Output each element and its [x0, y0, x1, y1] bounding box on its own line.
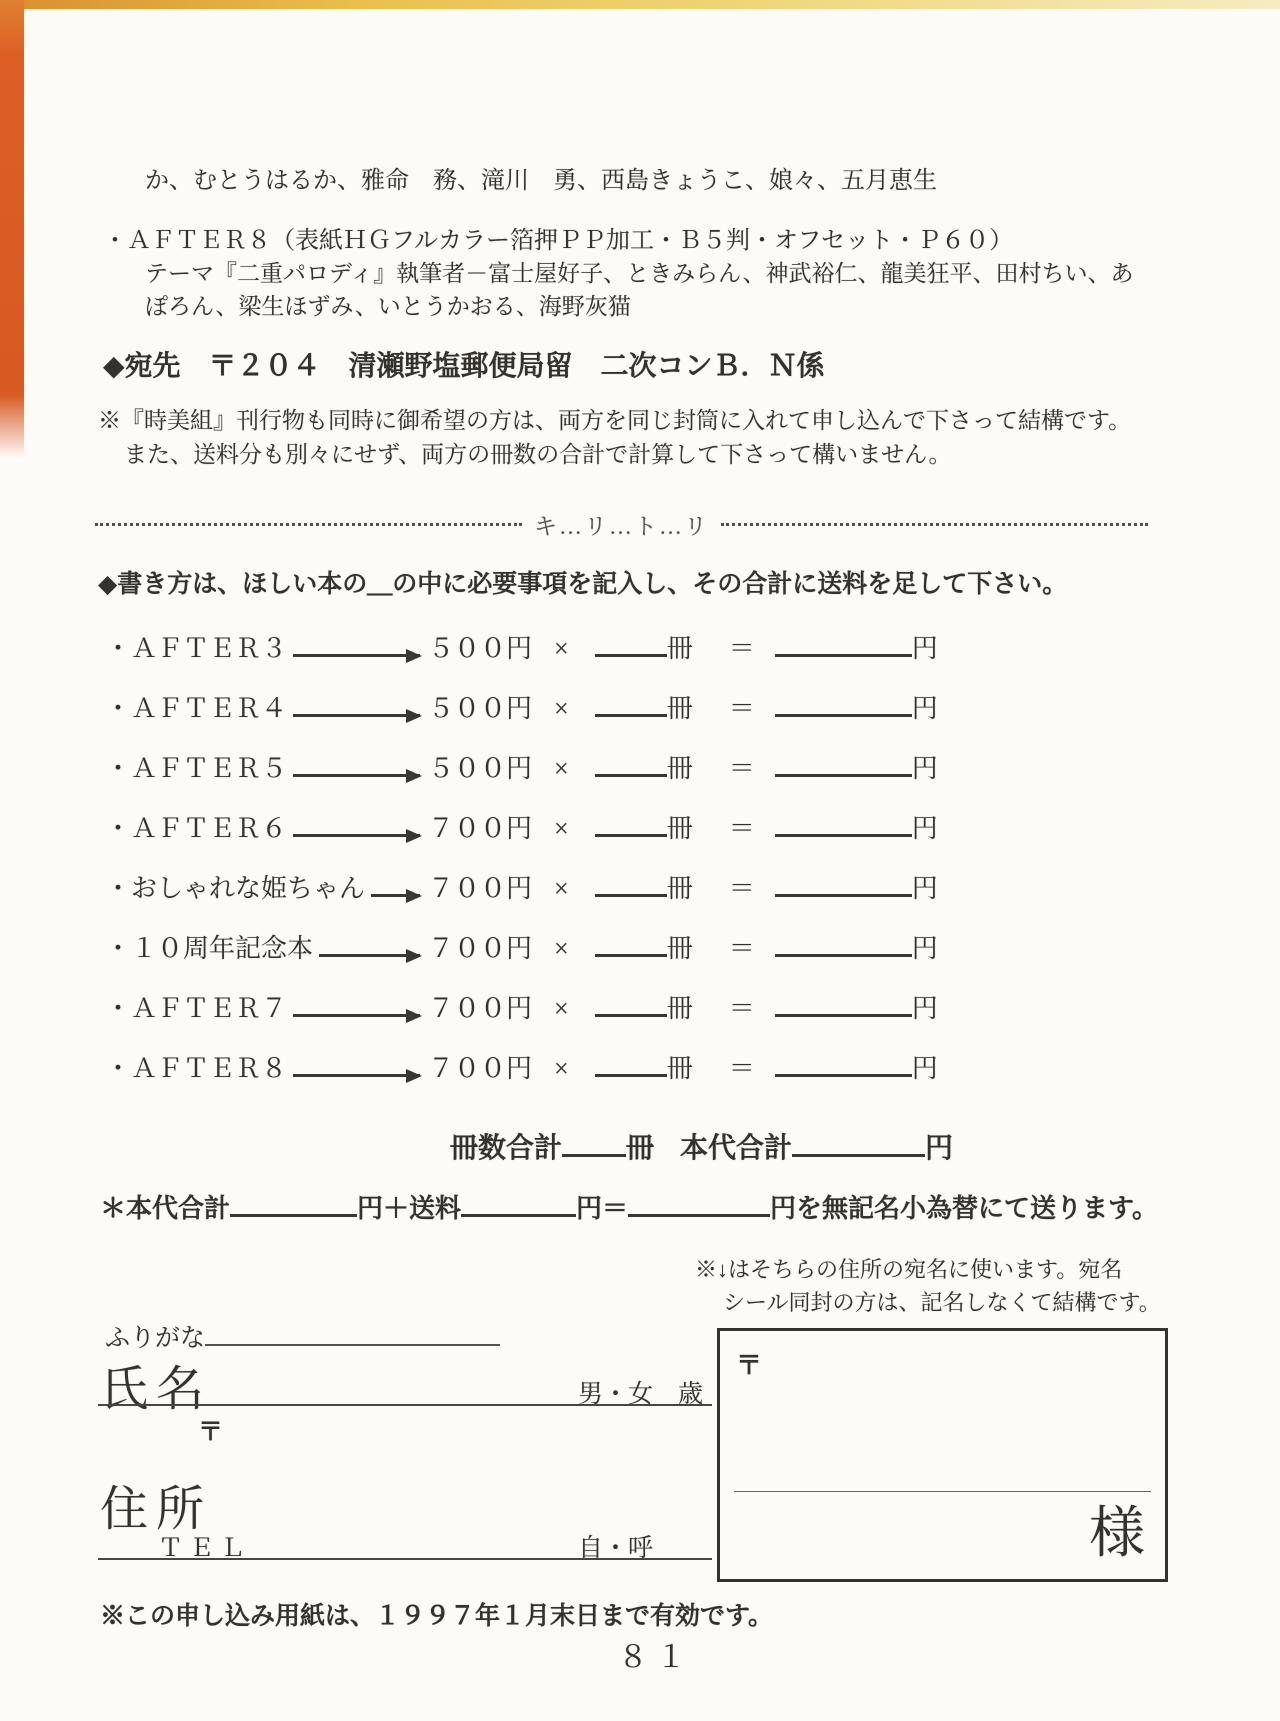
count-unit: 冊 — [666, 754, 693, 783]
equals-sign: ＝ — [728, 874, 755, 903]
yen-unit: 円 — [911, 634, 938, 663]
times-sign: × — [554, 874, 569, 903]
note-line-2: また、送料分も別々にせず、両方の冊数の合計で計算して下さって構いません。 — [124, 442, 952, 467]
address-label: 住所 — [100, 1483, 213, 1536]
item-label: ・おしゃれな姫ちゃん — [105, 874, 366, 903]
payment-blank-2 — [461, 1204, 576, 1217]
top-edge-scan-stripe — [0, 0, 1280, 9]
after8-authors-line-1: テーマ『二重パロディ』執筆者－富士屋好子、ときみらん、神武裕仁、龍美狂平、田村ちい、あ — [145, 261, 1134, 286]
item-label: ・ＡＦＴＥＲ５ — [105, 754, 288, 783]
item-label: ・ＡＦＴＥＲ７ — [105, 994, 288, 1023]
count-unit: 冊 — [666, 994, 693, 1023]
yen-unit: 円 — [911, 934, 938, 963]
item-price: ７００円 — [428, 1054, 533, 1083]
total-amount-label: 本代合計 — [680, 1133, 793, 1164]
yen-unit: 円 — [911, 874, 938, 903]
count-unit: 冊 — [666, 874, 693, 903]
count-unit: 冊 — [666, 934, 693, 963]
furigana-row — [105, 1318, 500, 1354]
times-sign: × — [554, 634, 569, 663]
payment-part-1: ＊本代合計 — [100, 1194, 231, 1223]
yen-unit: 円 — [911, 694, 938, 723]
order-row-oshare-hime — [105, 868, 945, 905]
instructions-line: ◆書き方は、ほしい本の＿の中に必要事項を記入し、その合計に送料を足して下さい。 — [98, 571, 1068, 598]
order-row-after4 — [105, 688, 945, 725]
total-count-blank — [562, 1144, 626, 1157]
usage-note-line-1: ※↓はそちらの住所の宛名に使います。宛名 — [695, 1257, 1123, 1282]
count-unit: 冊 — [666, 694, 693, 723]
equals-sign: ＝ — [728, 634, 755, 663]
name-label: 氏名 — [100, 1363, 213, 1416]
times-sign: × — [554, 934, 569, 963]
item-label: ・ＡＦＴＥＲ８ — [105, 1054, 288, 1083]
count-blank — [595, 824, 667, 837]
payment-line — [100, 1188, 1158, 1225]
order-row-after8 — [105, 1048, 945, 1085]
count-blank — [595, 644, 667, 657]
cut-line — [95, 508, 1148, 541]
arrow-icon — [371, 894, 420, 897]
left-edge-scan-stripe — [0, 0, 24, 458]
total-amount-unit: 円 — [925, 1133, 954, 1164]
gender-age-label: 男・女 歳 — [578, 1381, 704, 1408]
item-label: ・１０周年記念本 — [105, 934, 314, 963]
item-price: ７００円 — [428, 934, 533, 963]
count-blank — [595, 1004, 667, 1017]
payment-blank-1 — [230, 1204, 357, 1217]
amount-blank — [775, 944, 912, 957]
equals-sign: ＝ — [728, 694, 755, 723]
honorific-sama-label: 様 — [1089, 1503, 1145, 1565]
totals-line — [450, 1126, 953, 1166]
name-underline — [98, 1404, 712, 1406]
count-blank — [595, 1064, 667, 1077]
cut-line-dashes-right — [721, 523, 1148, 526]
postal-mark: 〒 — [198, 1419, 224, 1446]
payment-part-4: 円を無記名小為替にて送ります。 — [770, 1194, 1158, 1223]
box-postal-mark: 〒 — [736, 1351, 763, 1380]
count-blank — [595, 704, 667, 717]
furigana-blank — [205, 1334, 500, 1346]
order-row-after5 — [105, 748, 945, 785]
arrow-icon — [293, 834, 420, 837]
amount-blank — [775, 764, 912, 777]
order-row-after7 — [105, 988, 945, 1025]
payment-blank-3 — [628, 1204, 770, 1217]
yen-unit: 円 — [911, 814, 938, 843]
payment-part-3: 円＝ — [576, 1194, 629, 1223]
times-sign: × — [554, 814, 569, 843]
amount-blank — [775, 824, 912, 837]
item-price: ５００円 — [428, 754, 533, 783]
arrow-icon — [293, 1014, 420, 1017]
after8-title-line: ・ＡＦＴＥＲ８（表紙ＨＧフルカラー箔押ＰＰ加工・Ｂ５判・オフセット・Ｐ６０） — [103, 228, 1014, 254]
amount-blank — [775, 884, 912, 897]
order-row-10th-anniversary — [105, 928, 945, 965]
yen-unit: 円 — [911, 1054, 938, 1083]
item-price: ７００円 — [428, 994, 533, 1023]
arrow-icon — [293, 1074, 420, 1077]
order-row-after6 — [105, 808, 945, 845]
authors-continuation-line: か、むとうはるか、雅命 務、滝川 勇、西島きょうこ、娘々、五月恵生 — [145, 168, 937, 194]
times-sign: × — [554, 754, 569, 783]
recipient-address-box — [717, 1328, 1168, 1582]
total-count-unit: 冊 — [626, 1133, 655, 1164]
kiritori-label: キ…リ…ト…リ — [534, 514, 709, 539]
item-label: ・ＡＦＴＥＲ４ — [105, 694, 288, 723]
page-number: ８１ — [618, 1641, 694, 1674]
equals-sign: ＝ — [728, 814, 755, 843]
after8-authors-line-2: ぽろん、梁生ほずみ、いとうかおる、海野灰猫 — [145, 294, 631, 319]
item-price: ５００円 — [428, 634, 533, 663]
amount-blank — [775, 644, 912, 657]
item-price: ５００円 — [428, 694, 533, 723]
yen-unit: 円 — [911, 754, 938, 783]
arrow-icon — [319, 954, 420, 957]
item-label: ・ＡＦＴＥＲ６ — [105, 814, 288, 843]
home-call-label: 自・呼 — [578, 1535, 654, 1562]
validity-note: ※この申し込み用紙は、１９９７年１月末日まで有効です。 — [100, 1603, 774, 1630]
equals-sign: ＝ — [728, 994, 755, 1023]
times-sign: × — [554, 994, 569, 1023]
arrow-icon — [293, 714, 420, 717]
yen-unit: 円 — [911, 994, 938, 1023]
amount-blank — [775, 704, 912, 717]
count-unit: 冊 — [666, 814, 693, 843]
equals-sign: ＝ — [728, 934, 755, 963]
item-label: ・ＡＦＴＥＲ３ — [105, 634, 288, 663]
count-unit: 冊 — [666, 634, 693, 663]
amount-blank — [775, 1064, 912, 1077]
times-sign: × — [554, 694, 569, 723]
tel-label: ＴＥＬ — [158, 1535, 252, 1562]
item-price: ７００円 — [428, 874, 533, 903]
arrow-icon — [293, 654, 420, 657]
order-row-after3 — [105, 628, 945, 665]
payment-part-2: 円＋送料 — [357, 1194, 462, 1223]
furigana-label: ふりがな — [105, 1325, 206, 1352]
mailing-address-line: ◆宛先 〒２０４ 清瀬野塩郵便局留 二次コンＢ．Ｎ係 — [103, 351, 825, 382]
equals-sign: ＝ — [728, 754, 755, 783]
amount-blank — [775, 1004, 912, 1017]
item-price: ７００円 — [428, 814, 533, 843]
count-blank — [595, 764, 667, 777]
arrow-icon — [293, 774, 420, 777]
count-blank — [595, 944, 667, 957]
usage-note-line-2: シール同封の方は、記名しなくて結構です。 — [723, 1290, 1161, 1315]
note-line-1: ※『時美組』刊行物も同時に御希望の方は、両方を同じ封筒に入れて申し込んで下さって結構です。 — [98, 408, 1132, 433]
count-blank — [595, 884, 667, 897]
total-count-label: 冊数合計 — [450, 1133, 563, 1164]
cut-line-dashes-left — [95, 523, 522, 526]
times-sign: × — [554, 1054, 569, 1083]
equals-sign: ＝ — [728, 1054, 755, 1083]
tel-underline — [98, 1558, 712, 1560]
total-amount-blank — [792, 1144, 925, 1157]
count-unit: 冊 — [666, 1054, 693, 1083]
